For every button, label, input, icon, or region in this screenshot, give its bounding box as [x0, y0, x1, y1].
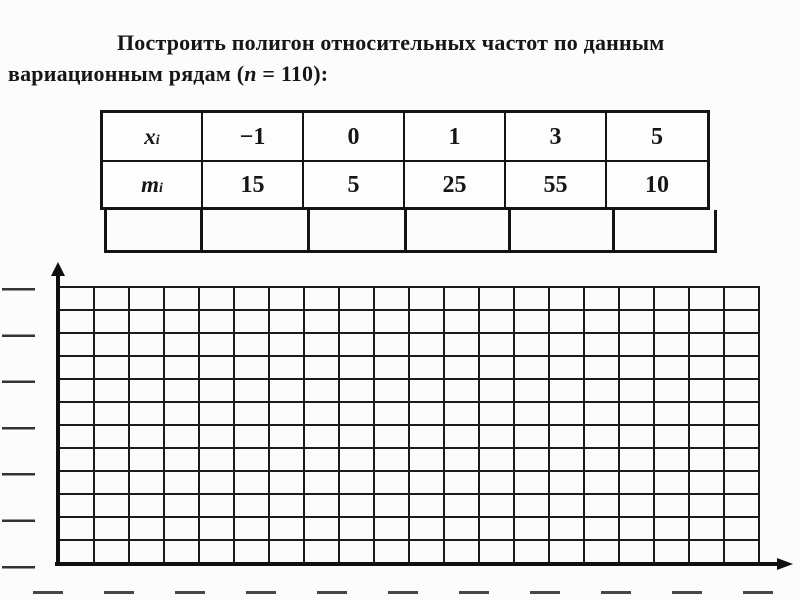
y-axis-arrow-icon [51, 262, 65, 276]
task-text-line2 [8, 61, 328, 87]
x-axis-tick-dashes [33, 591, 774, 594]
answer-row [104, 210, 717, 253]
table-cell-x2: 0 [304, 113, 405, 162]
table-cell-m5: 10 [645, 171, 669, 198]
table-header-mi [103, 162, 203, 207]
task-text-line1: Построить полигон относительных частот по данным [117, 30, 665, 55]
mi-subscript: i [159, 180, 163, 196]
table-cell-m1: 15 [203, 162, 304, 207]
task-text-n-variable: n [244, 61, 257, 86]
x-axis [55, 562, 779, 566]
table-cell-x1: −1 [203, 113, 304, 162]
answer-cell [203, 210, 310, 250]
answer-cell [107, 210, 203, 250]
table-cell-m3: 25 [405, 162, 506, 207]
table-cell-x3: 1 [405, 113, 506, 162]
x-axis-arrow-icon [777, 558, 793, 570]
answer-cell [511, 210, 615, 250]
table-header-xi [103, 113, 203, 162]
answer-cell [407, 210, 511, 250]
answer-cell [615, 210, 714, 250]
table-cell-x5: 5 [607, 113, 707, 162]
y-axis [56, 274, 60, 564]
table-cell-m4: 55 [506, 162, 607, 207]
y-axis-tick-dashes [2, 288, 35, 571]
task-text-line2-prefix: вариационным рядам ( [8, 61, 245, 86]
table-cell-m2: 5 [304, 162, 405, 207]
xi-symbol: x [144, 124, 156, 149]
mi-symbol: m [141, 172, 159, 197]
answer-cell [310, 210, 407, 250]
xi-subscript: i [155, 132, 160, 148]
plot-grid [58, 286, 760, 564]
frequency-table [100, 110, 710, 210]
table-cell-x4: 3 [506, 113, 607, 162]
task-text-line2-suffix: = 110): [256, 61, 329, 86]
